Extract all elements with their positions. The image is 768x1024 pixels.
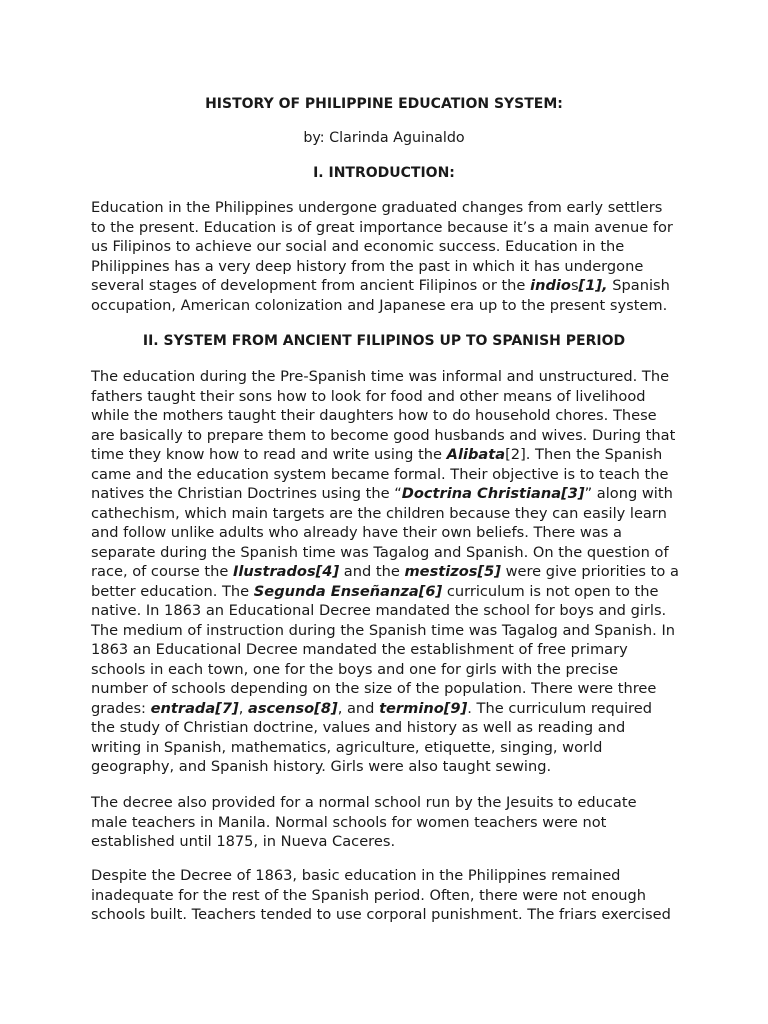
text-line: better education. The Segunda Enseñanza[6] curriculum is not open to the xyxy=(91,582,659,600)
text-line: race, of course the Ilustrados[4] and the mestizos[5] were give priorities to a xyxy=(91,563,679,580)
text-line: several stages of development from ancient Filipinos or the indios[1], Spanish xyxy=(91,277,670,294)
text-line: grades: entrada[7], ascenso[8], and termino[9]. The curriculum required xyxy=(91,699,652,717)
document-title: HISTORY OF PHILIPPINE EDUCATION SYSTEM: xyxy=(205,96,563,112)
text-line: fathers taught their sons how to look for food and other means of livelihood xyxy=(91,387,646,405)
emphasized-term: entrada[7] xyxy=(150,699,239,717)
text-line: came and the education system became formal. Their objective is to teach the xyxy=(91,465,669,483)
text-line: The education during the Pre-Spanish time was informal and unstructured. The xyxy=(91,368,670,385)
text-line: separate during the Spanish time was Tagalog and Spanish. On the question of xyxy=(91,543,669,561)
normal-school-paragraph xyxy=(91,793,691,852)
text-line: geography, and Spanish history. Girls were also taught sewing. xyxy=(91,758,552,775)
emphasized-term: Alibata xyxy=(446,446,506,463)
text-line: male teachers in Manila. Normal schools for women teachers were not xyxy=(91,813,607,831)
text-line: the study of Christian doctrine, values and history as well as reading and xyxy=(91,719,626,736)
author-line: by: Clarinda Aguinaldo xyxy=(303,130,465,146)
section-heading-introduction: I. INTRODUCTION: xyxy=(313,165,455,181)
decree-1863-paragraph xyxy=(91,866,691,925)
text-line: schools built. Teachers tended to use corporal punishment. The friars exercised xyxy=(91,906,671,923)
text-line: while the mothers taught their daughters how to do household chores. These xyxy=(91,407,657,424)
intro-paragraph xyxy=(91,198,691,315)
section-heading-ancient-to-spanish: II. SYSTEM FROM ANCIENT FILIPINOS UP TO SPANISH PERIOD xyxy=(142,333,626,349)
text-line: Philippines has a very deep history from the past in which it has undergone xyxy=(91,257,644,275)
text-line: number of schools depending on the size of the population. There were three xyxy=(91,680,657,697)
emphasized-term: ascenso[8] xyxy=(248,699,338,717)
emphasized-term: Segunda Enseñanza[6] xyxy=(253,582,443,600)
text-line: inadequate for the rest of the Spanish period. Often, there were not enough xyxy=(91,886,647,904)
text-line: established until 1875, in Nueva Caceres. xyxy=(91,833,396,850)
text-line: Education in the Philippines undergone graduated changes from early settlers xyxy=(91,199,663,216)
text-line: The decree also provided for a normal school run by the Jesuits to educate xyxy=(91,794,637,811)
text-line: natives the Christian Doctrines using the “Doctrina Christiana[3]” along with xyxy=(91,485,673,502)
emphasized-term: indio xyxy=(530,277,571,294)
text-line: cathechism, which main targets are the children because they can easily learn xyxy=(91,504,667,522)
text-line: us Filipinos to achieve our social and economic success. Education in the xyxy=(91,238,625,255)
text-line: writing in Spanish, mathematics, agriculture, etiquette, singing, world xyxy=(91,738,603,756)
emphasized-term: [1], xyxy=(578,277,608,294)
pre-spanish-paragraph xyxy=(91,367,691,777)
emphasized-term: termino[9] xyxy=(379,699,468,717)
text-line: native. In 1863 an Educational Decree mandated the school for boys and girls. xyxy=(91,602,667,619)
emphasized-term: mestizos[5] xyxy=(404,563,501,580)
emphasized-term: Doctrina Christiana[3] xyxy=(401,485,585,502)
text-line: occupation, American colonization and Japanese era up to the present system. xyxy=(91,296,668,314)
text-line: to the present. Education is of great importance because it’s a main avenue for xyxy=(91,218,673,236)
text-line: and follow unlike adults who already have their own beliefs. There was a xyxy=(91,524,622,541)
text-line: The medium of instruction during the Spanish time was Tagalog and Spanish. In xyxy=(91,621,675,639)
text-line: schools in each town, one for the boys and one for girls with the precise xyxy=(91,660,619,678)
text-line: are basically to prepare them to become good husbands and wives. During that xyxy=(91,426,676,444)
text-line: Despite the Decree of 1863, basic education in the Philippines remained xyxy=(91,867,621,884)
emphasized-term: Ilustrados[4] xyxy=(232,563,340,580)
text-line: 1863 an Educational Decree mandated the establishment of free primary xyxy=(91,641,628,658)
text-line: time they know how to read and write using the Alibata[2]. Then the Spanish xyxy=(91,446,663,463)
